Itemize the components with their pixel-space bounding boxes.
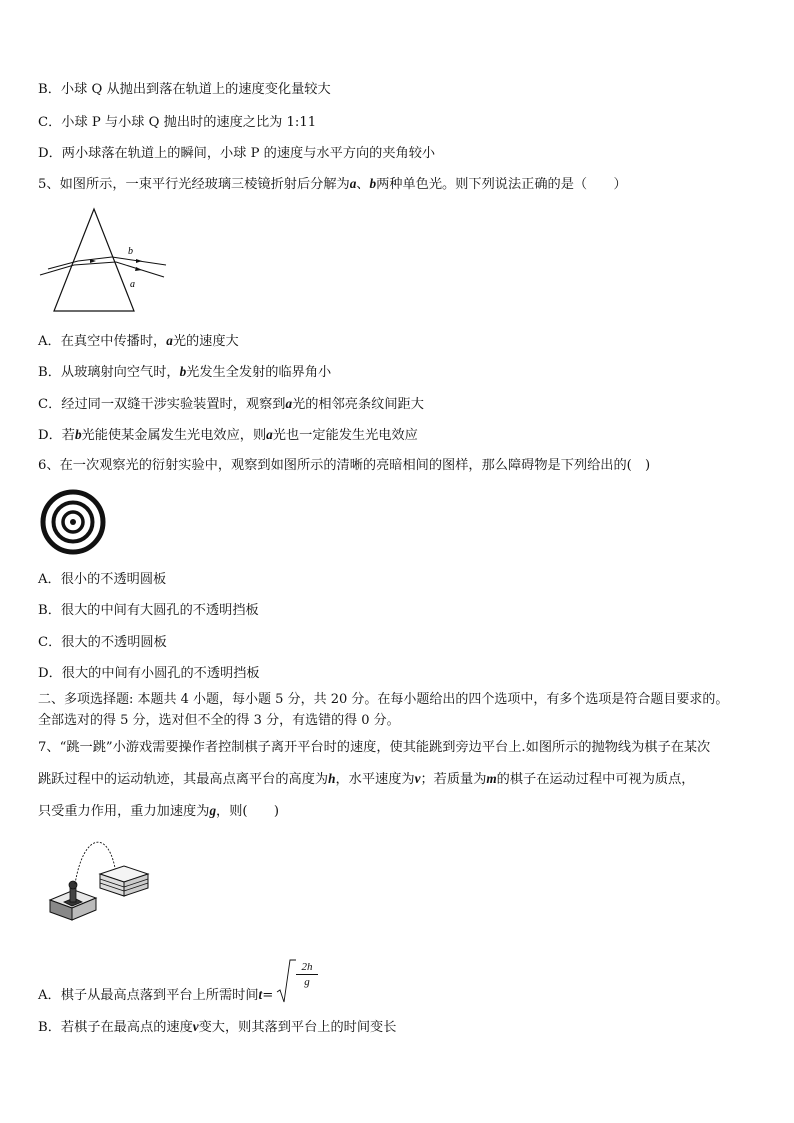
q7-line3-pre: 只受重力作用，重力加速度为 bbox=[38, 804, 210, 819]
q7-option-b bbox=[38, 1018, 396, 1037]
q4-option-d: D．两小球落在轨道上的瞬间，小球 P 的速度与水平方向的夹角较小 bbox=[38, 146, 436, 161]
sqrt-fraction bbox=[296, 960, 318, 989]
q5-d-var1: b bbox=[74, 427, 82, 442]
q6-option-b: B．很大的中间有大圆孔的不透明挡板 bbox=[38, 603, 259, 618]
q7-line2-post: 的棋子在运动过程中可视为质点， bbox=[496, 772, 695, 787]
q6-option-d: D．很大的中间有小圆孔的不透明挡板 bbox=[38, 666, 260, 681]
ring-center bbox=[70, 519, 76, 525]
q7-var-v: v bbox=[414, 771, 421, 786]
q5-option-a bbox=[38, 332, 239, 351]
prism-figure bbox=[38, 205, 178, 315]
q7-a-t: t bbox=[258, 987, 263, 1002]
q5-stem-post: 两种单色光。则下列说法正确的是（ ） bbox=[376, 177, 627, 192]
q5-b-var: b bbox=[179, 364, 187, 379]
ray-b-arrow bbox=[136, 259, 142, 263]
q5-a-post: 光的速度大 bbox=[172, 334, 239, 349]
q5-var-a: a bbox=[349, 176, 357, 191]
q5-d-var2: a bbox=[266, 427, 273, 442]
prism-triangle bbox=[54, 209, 134, 311]
fraction-denominator: g bbox=[304, 976, 310, 988]
q4-option-b: B．小球 Q 从抛出到落在轨道上的速度变化量较大 bbox=[38, 82, 331, 97]
q5-b-pre: B．从玻璃射向空气时， bbox=[38, 365, 180, 380]
q5-a-pre: A．在真空中传播时， bbox=[38, 334, 167, 349]
section2-line1: 二、多项选择题: 本题共 4 小题，每小题 5 分，共 20 分。在每小题给出的四个选项中，有多个选项是符合题目要求的。 bbox=[38, 692, 729, 707]
q7-line2-pre: 跳跃过程中的运动轨迹，其最高点离平台的高度为 bbox=[38, 772, 329, 787]
ray-a-arrow bbox=[135, 267, 142, 271]
q7-line2-mid2: ；若质量为 bbox=[420, 772, 487, 787]
inner-ray-2 bbox=[78, 257, 112, 261]
q7-line2 bbox=[38, 770, 694, 789]
piece-head bbox=[69, 881, 77, 889]
q7-a-pre: A．棋子从最高点落到平台上所需时间 bbox=[38, 988, 259, 1003]
diffraction-rings-figure bbox=[38, 487, 108, 557]
q5-c-var: a bbox=[285, 396, 293, 411]
q5-d-pre: D．若 bbox=[38, 428, 75, 443]
q5-option-b bbox=[38, 363, 331, 382]
section2-line2: 全部选对的得 5 分，选对但不全的得 3 分，有选错的得 0 分。 bbox=[38, 713, 400, 728]
q5-b-post: 光发生全发射的临界角小 bbox=[186, 365, 332, 380]
q5-stem-mid: 、 bbox=[356, 177, 370, 192]
q7-a-eq: = bbox=[262, 988, 274, 1003]
q7-var-m: m bbox=[486, 771, 497, 786]
q5-stem-pre: 5、如图所示，一束平行光经玻璃三棱镜折射后分解为 bbox=[38, 177, 350, 192]
q7-b-post: 变大，则其落到平台上的时间变长 bbox=[198, 1020, 397, 1035]
label-a: a bbox=[130, 279, 135, 290]
label-b: b bbox=[128, 246, 133, 257]
q7-var-h: h bbox=[328, 771, 336, 786]
q5-d-post: 光也一定能发生光电效应 bbox=[272, 428, 418, 443]
q6-stem: 6、在一次观察光的衍射实验中，观察到如图所示的清晰的亮暗相间的图样，那么障碍物是下列给出的( ) bbox=[38, 458, 651, 473]
q7-b-pre: B．若棋子在最高点的速度 bbox=[38, 1020, 193, 1035]
q7-line3-post: ，则( ) bbox=[216, 804, 280, 819]
q5-option-c bbox=[38, 395, 424, 414]
q5-d-mid: 光能使某金属发生光电效应，则 bbox=[81, 428, 267, 443]
jump-game-figure bbox=[44, 838, 164, 930]
q4-option-c: C．小球 P 与小球 Q 抛出时的速度之比为 1:11 bbox=[38, 115, 317, 130]
q5-a-var: a bbox=[166, 333, 173, 348]
sqrt-sign bbox=[276, 958, 296, 1004]
q5-var-b: b bbox=[369, 176, 377, 191]
q6-option-a: A．很小的不透明圆板 bbox=[38, 572, 167, 587]
q5-c-post: 光的相邻亮条纹间距大 bbox=[292, 397, 424, 412]
q5-option-d bbox=[38, 426, 418, 445]
q5-c-pre: C．经过同一双缝干涉实验装置时，观察到 bbox=[38, 397, 286, 412]
inner-ray-1 bbox=[74, 262, 116, 265]
q7-var-g: g bbox=[209, 803, 217, 818]
q6-option-c: C．很大的不透明圆板 bbox=[38, 635, 167, 650]
q5-stem bbox=[38, 175, 627, 194]
q7-line2-mid: ，水平速度为 bbox=[335, 772, 415, 787]
q7-line1: 7、“跳一跳”小游戏需要操作者控制棋子离开平台时的速度，使其能跳到旁边平台上.如图所示的抛物线为棋子在某次 bbox=[38, 740, 711, 755]
q7-b-var: v bbox=[192, 1019, 199, 1034]
q7-line3 bbox=[38, 802, 279, 821]
q7-option-a bbox=[38, 986, 273, 1005]
fraction-numerator: 2h bbox=[296, 960, 318, 975]
